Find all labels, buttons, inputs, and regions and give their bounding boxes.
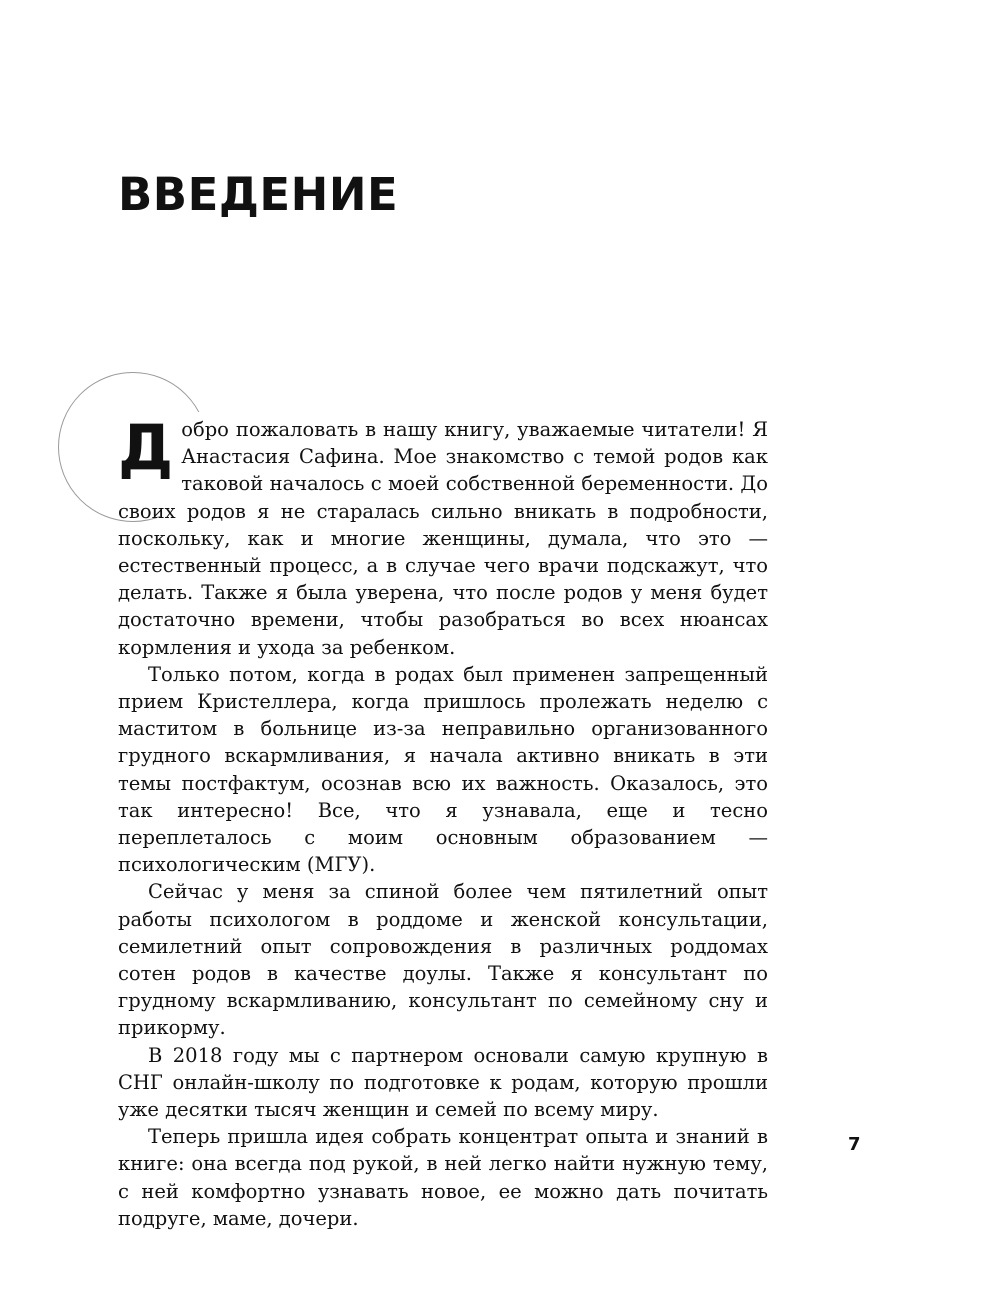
intro-text: обро пожаловать в нашу книгу, уважаемые читатели! Я Анастасия Сафина. Мое знакомство с темой родов как таковой началось с моей собственной беременности. До своих родов я не старалась сильно вникать в подробности, поскольку, как и многие женщины, думала, что это — естественный процесс, а в случае чего врачи подскажут, что делать. Также я была уверена, что после родов у меня будет достаточно времени, чтобы разобраться во всех нюансах кормления и ухода за ребенком. xyxy=(118,418,768,659)
paragraph-intro xyxy=(118,411,768,661)
page-number: 7 xyxy=(848,1134,861,1155)
paragraph: Теперь пришла идея собрать концентрат опыта и знаний в книге: она всегда под рукой, в ней легко найти нужную тему, с ней комфортно узнавать новое, ее можно дать почитать подруге, маме, дочери. xyxy=(118,1125,768,1230)
body-text xyxy=(118,411,768,1232)
paragraph: В 2018 году мы с партнером основали самую крупную в СНГ онлайн-школу по подготовке к родам, которую прошли уже десятки тысяч женщин и семей по всему миру. xyxy=(118,1043,768,1122)
paragraph: Только потом, когда в родах был применен запрещенный прием Кристеллера, когда пришлось пролежать неделю с маститом в больнице из-за неправильно организованного грудного вскармливания, я начала активно вникать в эти темы постфактум, осознав всю их важность. Оказалось, это так интересно! Все, что я узнавала, еще и тесно переплеталось с моим основным образованием — психологическим (МГУ). xyxy=(118,662,768,877)
paragraph: Сейчас у меня за спиной более чем пятилетний опыт работы психологом в роддоме и женской консультации, семилетний опыт сопровождения в различных роддомах сотен родов в качестве доулы. Также я консультант по грудному вскармливанию, консультант по семейному сну и прикорму. xyxy=(118,880,768,1040)
drop-cap: Д xyxy=(118,411,174,484)
chapter-title: ВВЕДЕНИЕ xyxy=(118,168,399,221)
